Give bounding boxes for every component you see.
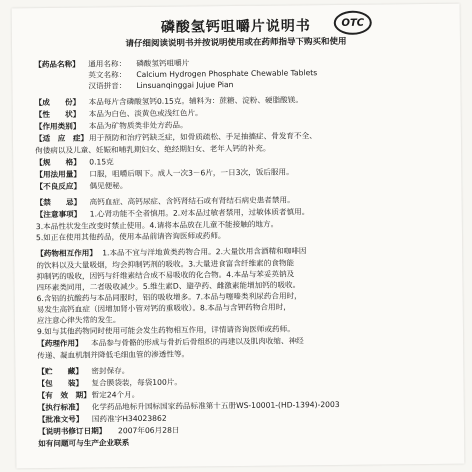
text-line: 本品参与骨骼的形成与骨折后骨组织的再建以及肌肉收缩、神经 xyxy=(91,336,304,348)
text-line: 传递、凝血机制并降低毛细血管的渗透性等。 xyxy=(37,349,190,361)
section-label: 【规 格】 xyxy=(35,157,81,168)
text-line: 的饮料以及大量吸烟，均会抑制钙剂的吸收。3.大量进食富含纤维素的食物能 xyxy=(36,258,295,271)
pinyin-name-label: 汉语拼音： xyxy=(88,81,127,91)
section-label: 【适 应 症】 xyxy=(34,133,89,144)
leaflet-body xyxy=(34,54,448,449)
section-text: 本品每片含磷酸氢钙0.15克。辅料为：蔗糖、淀粉、硬脂酸镁。 xyxy=(88,95,303,107)
section-text: 暂定24个月。 xyxy=(91,390,140,400)
text-line: 1.本品不宜与洋地黄类药物合用。2.大量饮用含酒精和咖啡因 xyxy=(102,246,307,258)
text-line: 佝偻病以及儿童、妊娠和哺乳期妇女、绝经期妇女、老年人钙的补充。 xyxy=(35,143,271,156)
section-drug-name xyxy=(34,55,444,92)
section-text: 口服，咀嚼后咽下。成人一次3－6片，一日3次，饭后服用。 xyxy=(89,167,294,179)
manufacturer-contact-note: 如有问题可与生产企业联系 xyxy=(38,438,130,449)
section-text: 高钙血症、高钙尿症、含钙肾结石或有肾结石病史患者禁用。 xyxy=(89,195,295,207)
text-line: 用于预防和治疗钙缺乏症，如骨质疏松、手足抽搐症、骨发育不全、 xyxy=(88,131,317,143)
section-text: 化学药品地标升国标国家药品标准第十五册WS-10001-(HD-1394)-2003 xyxy=(91,399,340,412)
usage-warning-note: 请仔细阅读说明书并按说明使用或在药师指导下购买和使用 xyxy=(125,36,347,50)
english-name-label: 英文名称： xyxy=(88,70,127,80)
otc-badge-icon: OTC xyxy=(334,11,372,35)
section-label: 【贮 藏】 xyxy=(37,366,84,377)
section-text: 本品为白色、淡黄色或浅红色片。 xyxy=(88,108,203,119)
text-line: 3.本品性状发生改变时禁止使用。4.请将本品放在儿童不能接触的地方。 xyxy=(35,219,279,232)
section-label: 【性 状】 xyxy=(34,109,81,120)
leaflet-page xyxy=(12,4,465,469)
section-label: 【说明书修订日期】 xyxy=(37,426,107,437)
section-text: 复合膜袋装，每袋100片。 xyxy=(91,377,183,388)
section-text: 国药准字H34023862 xyxy=(91,413,167,424)
section-text: 偶见便秘。 xyxy=(89,181,128,191)
text-line: 抑制钙的吸收，因钙与纤维素结合成不易吸收的化合物。4.本品与苯妥英钠及 xyxy=(36,269,295,282)
text-line: 四环素类同用，二者吸收减少。5.维生素D、避孕药、雌激素能增加钙的吸收。 xyxy=(36,280,301,293)
section-text: 本品为矿物质类非处方药品。 xyxy=(88,120,188,131)
pinyin-name: Linsuanqinggai Jujue Pian xyxy=(136,80,234,91)
text-line: 5.如正在使用其他药品，使用本品前请咨询医师或药师。 xyxy=(35,231,226,243)
section-label: 【药理作用】 xyxy=(37,338,83,349)
section-text: 密封保存。 xyxy=(91,366,130,376)
generic-name: 磷酸氢钙咀嚼片 xyxy=(136,58,190,69)
section-label: 【执行标准】 xyxy=(37,402,84,413)
section-label: 【作用类别】 xyxy=(34,121,81,132)
section-label: 【包 装】 xyxy=(37,378,84,389)
text-line: 9.如与其他药物同时使用可能会发生药物相互作用，详情请咨询医师或药师。 xyxy=(36,324,295,337)
section-label: 【用法用量】 xyxy=(35,169,81,180)
document-title: 磷酸氢钙咀嚼片说明书 xyxy=(160,18,311,36)
text-line: 易发生高钙血症（因增加肾小管对钙的重吸收）。8.本品与含钾药物合用时， xyxy=(36,302,291,315)
section-text: 2007年06月28日 xyxy=(117,425,180,436)
text-line: 应注意心律失常的发生。 xyxy=(36,315,121,326)
section-label: 【不良反应】 xyxy=(35,181,82,192)
section-label: 【批准文号】 xyxy=(37,414,84,425)
section-label: 【有 效 期】 xyxy=(37,390,91,401)
section-text: 0.15克 xyxy=(89,157,114,167)
generic-name-label: 通用名称： xyxy=(88,59,127,69)
section-label: 【禁 忌】 xyxy=(35,197,82,208)
text-line: 6.含铝的抗酸药与本品同服时，铝的吸收增多。7.本品与噻嗪类利尿药合用时， xyxy=(36,291,302,304)
text-line: 1.心肾功能不全者慎用。2.对本品过敏者禁用，过敏体质者慎用。 xyxy=(89,207,310,219)
section-label: 【药品名称】 xyxy=(34,59,80,70)
section-label: 【药物相互作用】 xyxy=(36,248,97,259)
english-name: Calcium Hydrogen Phosphate Chewable Tablets xyxy=(136,68,318,80)
section-label: 【成 份】 xyxy=(34,97,81,108)
section-label: 【注意事项】 xyxy=(35,209,82,220)
